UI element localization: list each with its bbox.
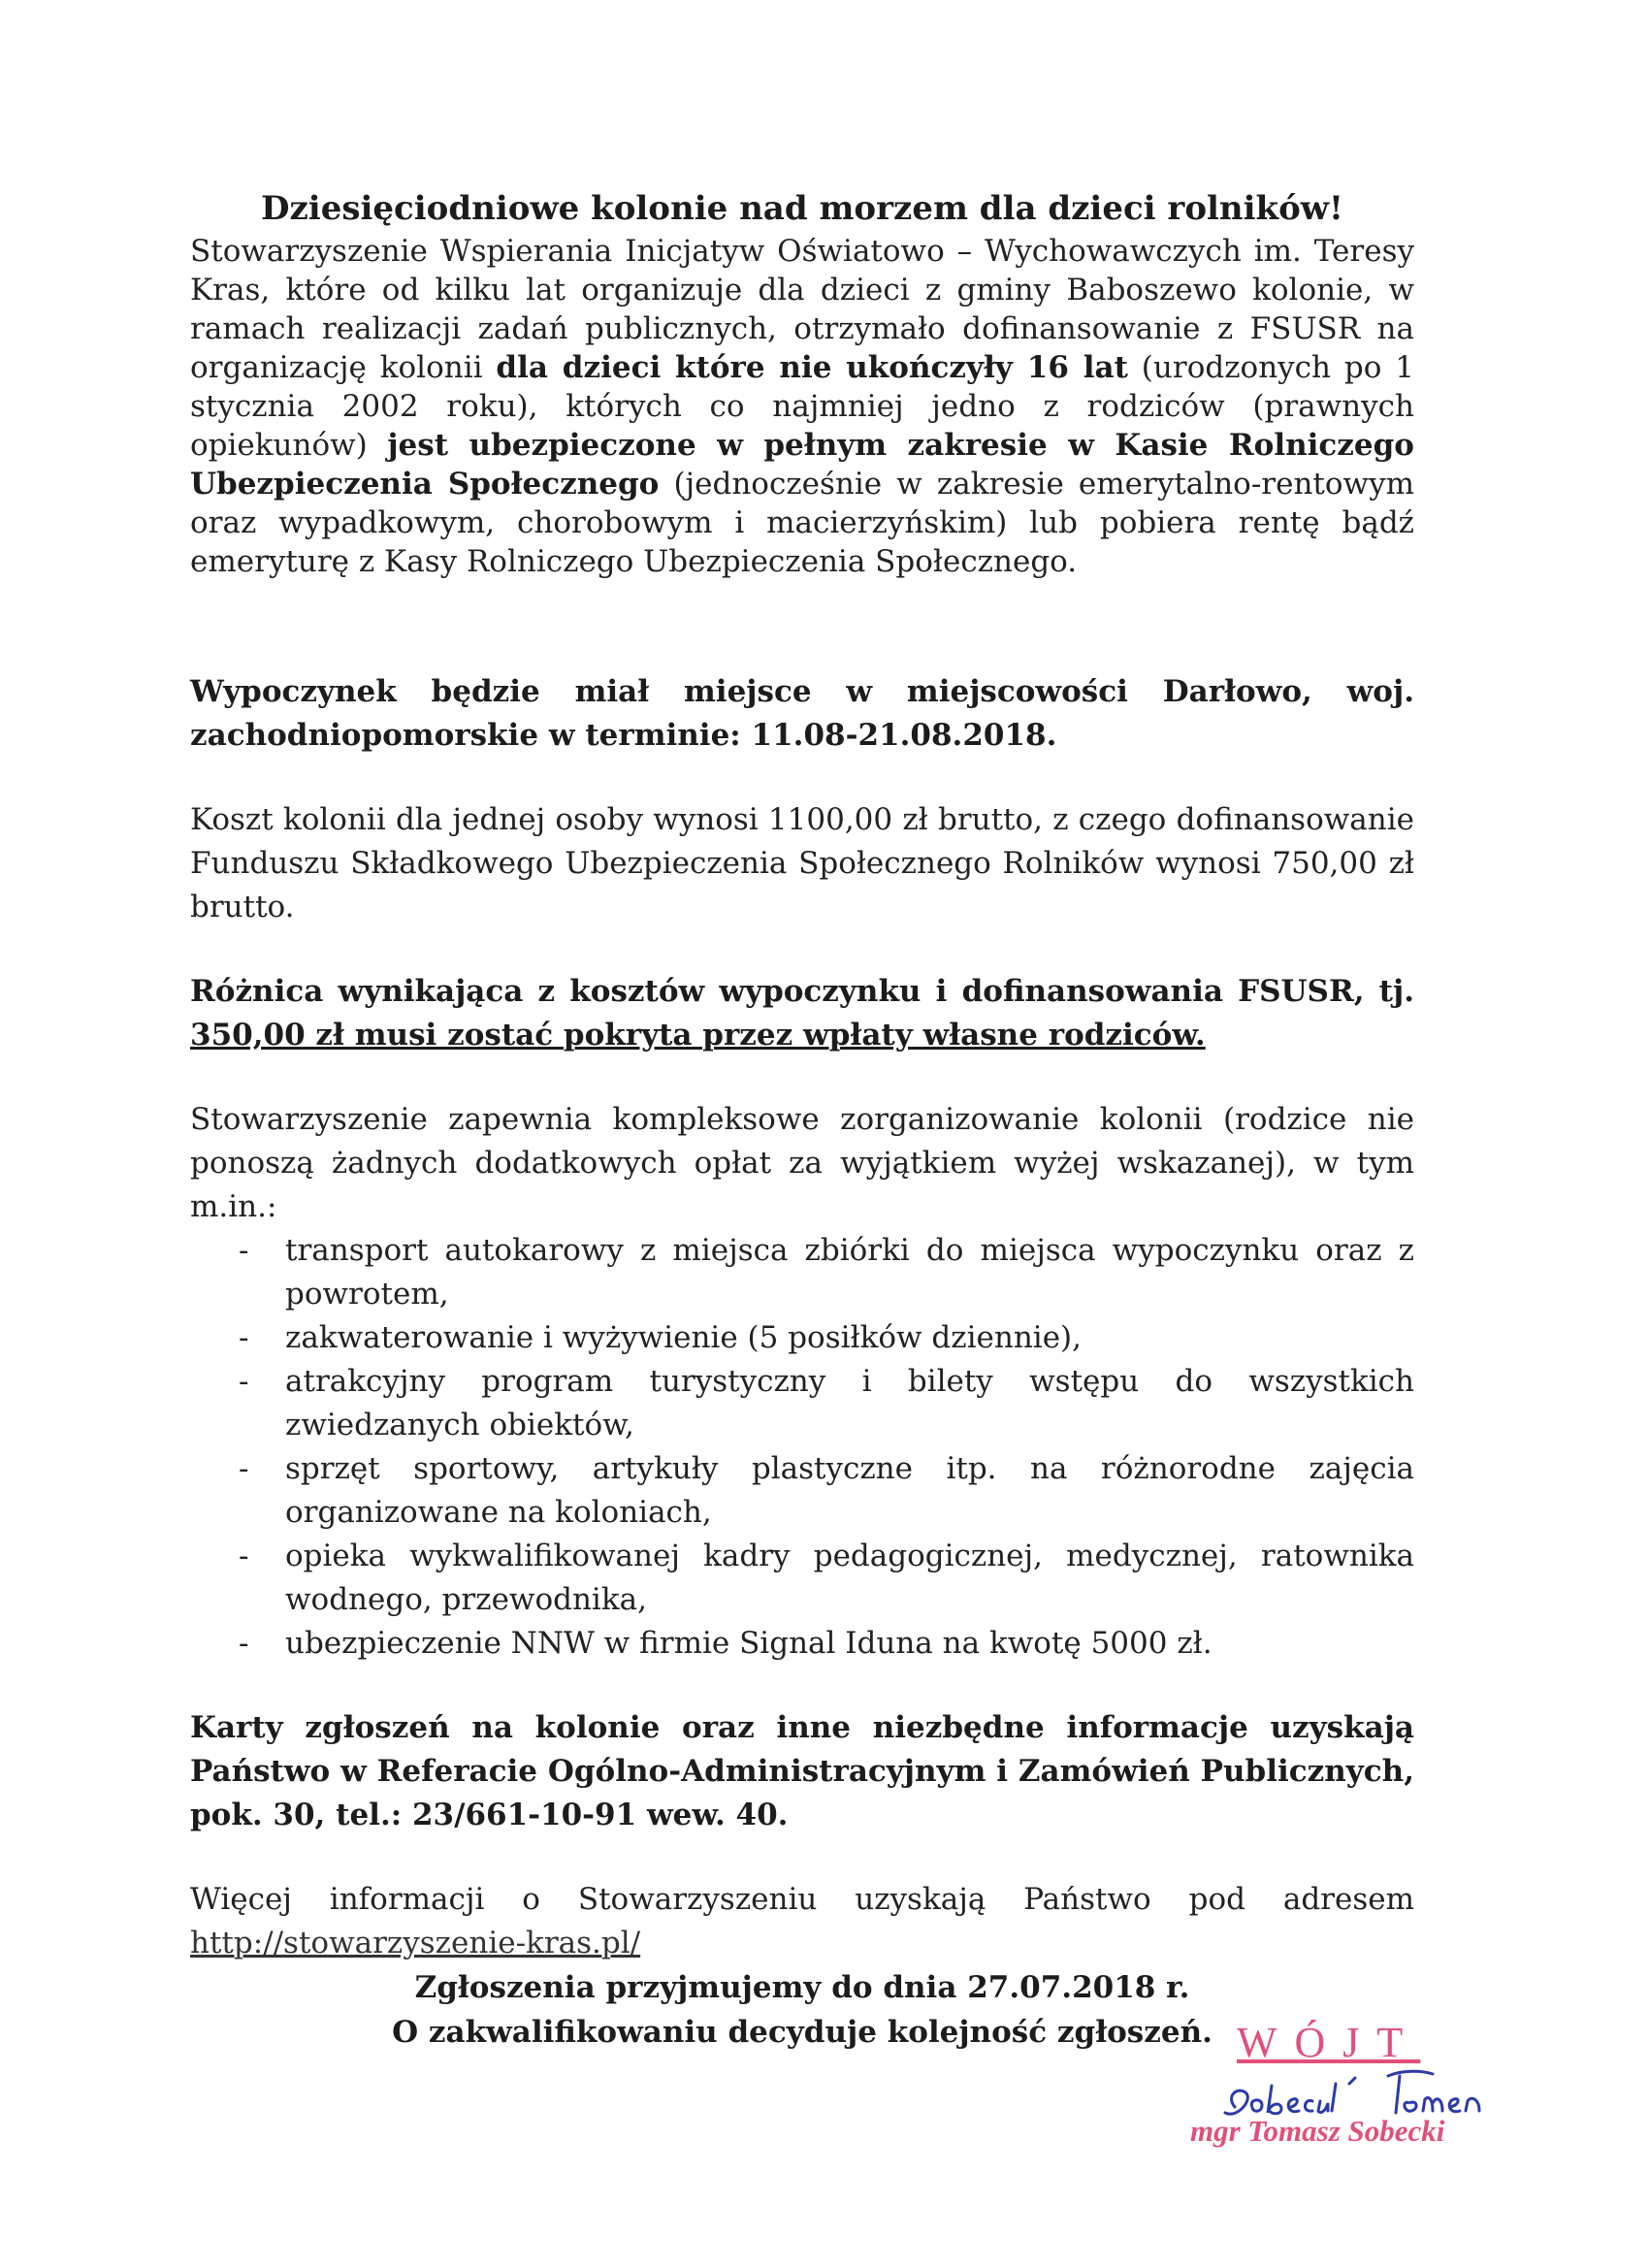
list-item: - opieka wykwalifikowanej kadry pedagogicznej, medycznej, ratownika wodnego, przewodnika, (190, 1535, 1414, 1622)
intro-bold-insurance: jest ubezpieczone w pełnym zakresie w Kasie Rolniczego Ubezpieczenia Społecznego (190, 428, 1414, 502)
dash-bullet: - (239, 1233, 249, 1268)
stamp-title: WÓJT (1237, 2019, 1421, 2066)
dash-bullet: - (239, 1626, 249, 1661)
dash-bullet: - (239, 1539, 249, 1573)
association-link[interactable]: http://stowarzyszenie-kras.pl/ (190, 1926, 641, 1960)
intro-paragraph (190, 232, 1414, 581)
cost-paragraph: Koszt kolonii dla jednej osoby wynosi 1100,00 zł brutto, z czego dofinansowanie Funduszu Składkowego Ubezpieczenia Społecznego Rolników wynosi 750,00 zł brutto. (190, 802, 1414, 924)
list-item: - atrakcyjny program turystyczny i bilety wstępu do wszystkich zwiedzanych obiektów, (190, 1360, 1414, 1447)
intro-text-3: (jednocześnie w zakresie emerytalno-rentowym oraz wypadkowym, chorobowym i macierzyńskim) lub pobiera rentę bądź emeryturę z Kasy Rolniczego Ubezpieczenia Społecznego. (190, 467, 1414, 579)
difference-paragraph (190, 970, 1414, 1057)
intro-text-1: Stowarzyszenie Wspierania Inicjatyw Oświatowo – Wychowawczych im. Teresy Kras, które od kilku lat organizuje dla dzieci z gminy Baboszewo kolonie, w ramach realizacji zadań publicznych, otrzymało dofinansowanie z FSUSR na organizację kolonii (190, 234, 1414, 385)
dash-bullet: - (239, 1451, 249, 1486)
list-item: - zakwaterowanie i wyżywienie (5 posiłków dziennie), (190, 1316, 1414, 1360)
services-list (190, 1229, 1414, 1666)
location-paragraph: Wypoczynek będzie miał miejsce w miejscowości Darłowo, woj. zachodniopomorskie w terminie: 11.08-21.08.2018. (190, 674, 1414, 753)
document-title: Dziesięciodniowe kolonie nad morzem dla dzieci rolników! (261, 189, 1343, 228)
more-info-paragraph (190, 1878, 1414, 1965)
difference-text: Różnica wynikająca z kosztów wypoczynku i dofinansowania FSUSR, tj. (190, 974, 1414, 1009)
dash-bullet: - (239, 1364, 249, 1399)
list-item: - ubezpieczenie NNW w firmie Signal Iduna na kwotę 5000 zł. (190, 1622, 1414, 1666)
list-item: - sprzęt sportowy, artykuły plastyczne itp. na różnorodne zajęcia organizowane na koloniach, (190, 1447, 1414, 1535)
difference-underlined: 350,00 zł musi zostać pokryta przez wpłaty własne rodziców. (190, 1018, 1206, 1053)
intro-bold-age: dla dzieci które nie ukończyły 16 lat (496, 350, 1128, 385)
more-info-text: Więcej informacji o Stowarzyszeniu uzyskają Państwo pod adresem (190, 1882, 1414, 1917)
list-item: - transport autokarowy z miejsca zbiórki do miejsca wypoczynku oraz z powrotem, (190, 1229, 1414, 1316)
dash-bullet: - (239, 1320, 249, 1355)
contact-paragraph: Karty zgłoszeń na kolonie oraz inne niezbędne informacje uzyskają Państwo w Referacie Ogólno-Administracyjnym i Zamówień Publicznych, pok. 30, tel.: 23/661-10-91 wew. 40. (190, 1710, 1414, 1832)
services-intro: Stowarzyszenie zapewnia kompleksowe zorganizowanie kolonii (rodzice nie ponoszą żadnych dodatkowych opłat za wyjątkiem wyżej wskazanej), w tym m.in.: (190, 1102, 1414, 1224)
document-page (190, 189, 1414, 2055)
deadline-line: Zgłoszenia przyjmujemy do dnia 27.07.2018 r. (414, 1970, 1190, 2005)
official-stamp (1188, 2018, 1537, 2163)
stamp-name: mgr Tomasz Sobecki (1190, 2114, 1445, 2148)
qualification-order-line: O zakwalifikowaniu decyduje kolejność zgłoszeń. (392, 2015, 1212, 2050)
intro-text-2: (urodzonych po 1 stycznia 2002 roku), których co najmniej jedno z rodziców (prawnych opiekunów) (190, 350, 1415, 463)
